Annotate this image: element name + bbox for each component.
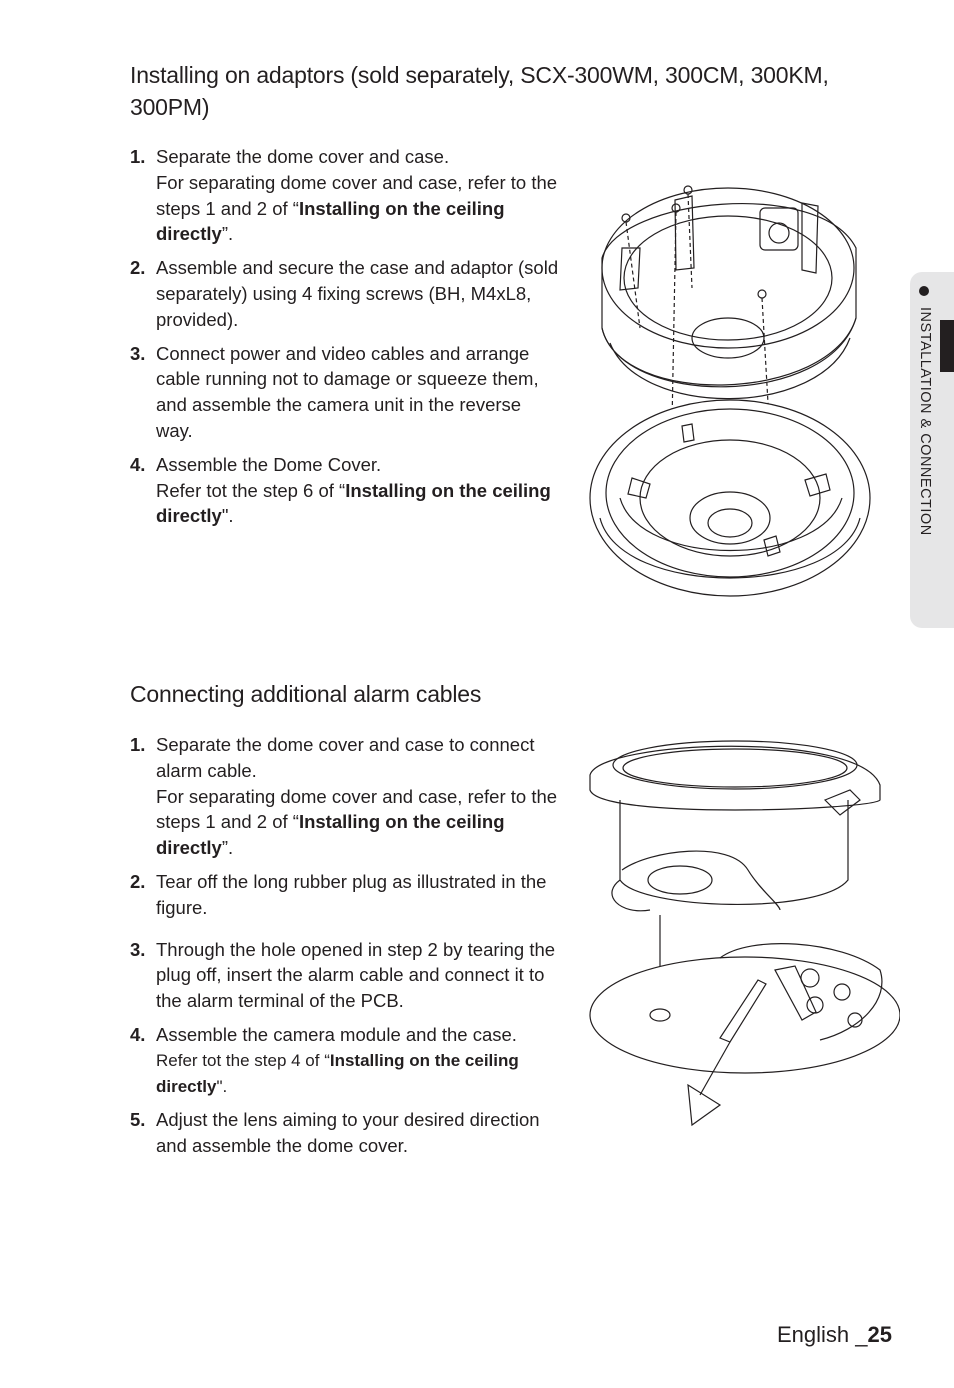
footer-language: English _ (777, 1322, 868, 1347)
step-number: 3. (130, 342, 146, 364)
step-item (130, 869, 560, 921)
step-text: Adjust the lens aiming to your desired direction and assemble the dome cover. (156, 1109, 540, 1157)
step-item (130, 452, 560, 529)
step-item (130, 341, 560, 444)
bullet-dot-icon (919, 286, 929, 296)
step-reference: Installing on the ceiling directly (156, 197, 505, 245)
page-number: 25 (867, 1322, 892, 1347)
section-title-adaptors: Installing on adaptors (sold separately, SCX-300WM, 300CM, 300KM, 300PM) (130, 62, 829, 120)
step-number: 1. (130, 146, 146, 167)
step-text: Assemble the camera module and the case. (156, 1023, 517, 1045)
step-number: 4. (130, 453, 146, 475)
step-item (130, 144, 560, 247)
adaptor-steps-list (130, 144, 560, 529)
alarm-steps-list (130, 732, 560, 1159)
case-adaptor-illustration (580, 178, 880, 603)
step-number: 5. (130, 1109, 146, 1131)
step-text: Connect power and video cables and arrange cable running not to damage or squeeze them, and assemble the camera unit in the reverse way. (156, 342, 539, 441)
step-number: 2. (130, 870, 146, 892)
step-note: Refer tot the step 4 of “Installing on the ceiling directly". (156, 1050, 519, 1096)
step-number: 3. (130, 938, 146, 960)
step-text: Assemble and secure the case and adaptor (sold separately) using 4 fixing screws (BH, M4xL8, provided). (156, 257, 559, 330)
step-number: 4. (130, 1023, 146, 1045)
step-item (130, 1022, 560, 1099)
chapter-marker (940, 320, 954, 372)
step-item (130, 255, 560, 332)
step-text: Separate the dome cover and case. (156, 146, 450, 167)
step-reference: Installing on the ceiling directly (156, 811, 505, 859)
alarm-plug-illustration (580, 730, 900, 1135)
step-note: For separating dome cover and case, refer to the steps 1 and 2 of “Installing on the ceiling directly”. (156, 171, 558, 245)
step-number: 1. (130, 734, 146, 755)
step-item (130, 937, 560, 1014)
step-text: Assemble the Dome Cover. (156, 453, 382, 475)
step-note: For separating dome cover and case, refer to the steps 1 and 2 of “Installing on the ceiling directly”. (156, 785, 558, 859)
step-text: Through the hole opened in step 2 by tearing the plug off, insert the alarm cable and connect it to the alarm terminal of the PCB. (156, 938, 556, 1012)
step-reference: Installing on the ceiling directly (156, 1050, 519, 1096)
step-text: Separate the dome cover and case to connect alarm cable. (156, 734, 535, 781)
section-title-alarm-cables: Connecting additional alarm cables (130, 681, 482, 707)
step-item (130, 1107, 560, 1159)
page-footer (777, 1322, 892, 1348)
chapter-label: INSTALLATION & CONNECTION (917, 307, 933, 536)
step-text: Tear off the long rubber plug as illustrated in the figure. (156, 870, 547, 918)
step-note: Refer tot the step 6 of “Installing on the ceiling directly". (156, 479, 551, 527)
step-number: 2. (130, 257, 146, 279)
step-item (130, 732, 560, 861)
step-reference: Installing on the ceiling directly (156, 479, 551, 527)
